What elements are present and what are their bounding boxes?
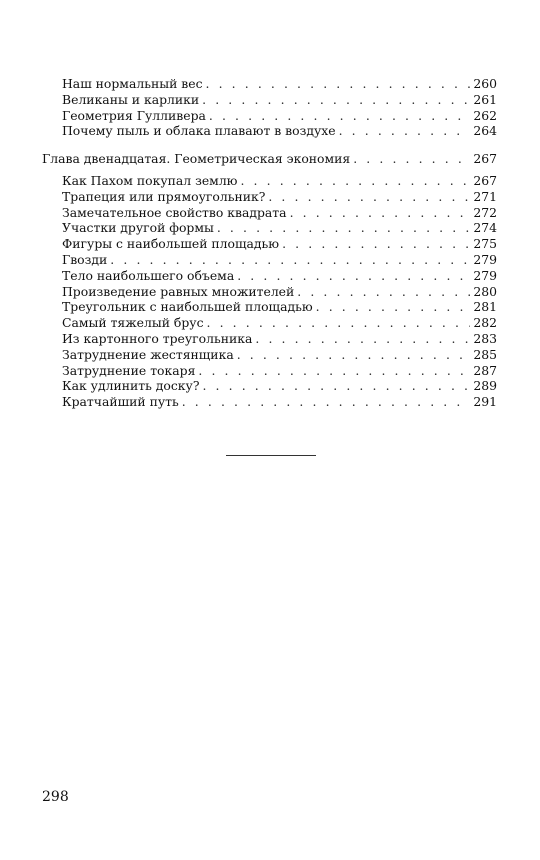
dot-leader — [316, 299, 471, 315]
dot-leader — [290, 205, 471, 221]
toc-entry-page-number: 291 — [473, 394, 497, 410]
toc-entry-title: Гвозди — [62, 251, 108, 267]
toc-entry — [62, 236, 497, 252]
dot-leader — [339, 123, 471, 139]
dot-leader — [237, 268, 470, 284]
toc-entry — [62, 76, 497, 92]
dot-leader — [217, 220, 470, 236]
toc-entry-page-number: 285 — [473, 346, 497, 362]
toc-entry-title: Затруднение жестянщика — [62, 346, 234, 362]
toc-entry-title: Тело наибольшего объема — [62, 267, 235, 283]
table-of-contents — [0, 76, 540, 410]
toc-entry-title: Затруднение токаря — [62, 362, 196, 378]
chapter-page-number: 267 — [473, 151, 497, 167]
dot-leader — [282, 236, 470, 252]
toc-entry-title: Фигуры с наибольшей площадью — [62, 236, 280, 252]
dot-leader — [202, 92, 470, 108]
toc-entry — [62, 394, 497, 410]
toc-entry-page-number: 275 — [473, 236, 497, 252]
toc-entry — [62, 363, 497, 379]
toc-entry — [62, 108, 497, 124]
toc-entry — [62, 268, 497, 284]
toc-entry — [62, 252, 497, 268]
toc-entry-title: Из картонного треугольника — [62, 330, 253, 346]
toc-entry-title: Наш нормальный вес — [62, 76, 203, 91]
toc-list-previous-chapter — [0, 76, 540, 139]
toc-entry-page-number: 274 — [473, 220, 497, 236]
toc-entry — [62, 205, 497, 221]
toc-entry — [62, 220, 497, 236]
toc-entry-title: Геометрия Гулливера — [62, 107, 206, 123]
toc-entry-title: Треугольник с наибольшей площадью — [62, 299, 313, 315]
toc-entry-page-number: 280 — [473, 283, 497, 299]
toc-entry — [62, 189, 497, 205]
dot-leader — [255, 331, 470, 347]
chapter-title: Глава двенадцатая. Геометрическая экономия — [42, 151, 351, 167]
toc-entry — [62, 315, 497, 331]
toc-entry-page-number: 279 — [473, 267, 497, 283]
toc-entry — [62, 92, 497, 108]
toc-entry — [62, 347, 497, 363]
toc-entry-title: Замечательное свойство квадрата — [62, 204, 287, 220]
toc-entry-title: Великаны и карлики — [62, 91, 200, 107]
toc-entry — [62, 331, 497, 347]
toc-chapter-heading — [42, 151, 497, 167]
toc-entry-page-number: 272 — [473, 204, 497, 220]
toc-entry-title: Почему пыль и облака плавают в воздухе — [62, 123, 336, 139]
dot-leader — [206, 76, 471, 92]
toc-entry — [62, 378, 497, 394]
toc-entry-page-number: 264 — [473, 123, 497, 139]
toc-entry — [62, 299, 497, 315]
toc-entry-title: Как Пахом покупал землю — [62, 172, 238, 188]
toc-entry-page-number: 282 — [473, 315, 497, 331]
toc-entry-page-number: 262 — [473, 107, 497, 123]
toc-entry-page-number: 283 — [473, 330, 497, 346]
dot-leader — [297, 284, 470, 300]
toc-entry-page-number: 279 — [473, 251, 497, 267]
section-divider-rule — [226, 455, 316, 456]
toc-entry-page-number: 260 — [473, 76, 497, 91]
toc-entry-page-number: 281 — [473, 299, 497, 315]
toc-entry-page-number: 287 — [473, 362, 497, 378]
toc-list-chapter-twelve — [0, 173, 540, 410]
dot-leader — [353, 151, 470, 167]
dot-leader — [209, 108, 470, 124]
toc-entry — [62, 173, 497, 189]
dot-leader — [182, 394, 471, 410]
dot-leader — [268, 189, 470, 205]
toc-entry-title: Трапеция или прямоугольник? — [62, 188, 266, 204]
toc-entry-title: Участки другой формы — [62, 220, 214, 236]
dot-leader — [198, 363, 470, 379]
page-number: 298 — [42, 789, 69, 805]
dot-leader — [240, 173, 470, 189]
dot-leader — [237, 347, 471, 363]
toc-entry-page-number: 267 — [473, 172, 497, 188]
dot-leader — [202, 378, 470, 394]
toc-entry-page-number: 271 — [473, 188, 497, 204]
toc-entry-page-number: 289 — [473, 378, 497, 394]
toc-entry — [62, 123, 497, 139]
toc-entry-page-number: 261 — [473, 91, 497, 107]
spacer — [0, 139, 540, 151]
toc-entry-title: Как удлинить доску? — [62, 378, 200, 394]
toc-entry-title: Произведение равных множителей — [62, 283, 295, 299]
toc-entry-title: Самый тяжелый брус — [62, 315, 204, 331]
toc-entry — [62, 284, 497, 300]
toc-entry-title: Кратчайший путь — [62, 394, 179, 410]
dot-leader — [110, 252, 470, 268]
dot-leader — [207, 315, 471, 331]
